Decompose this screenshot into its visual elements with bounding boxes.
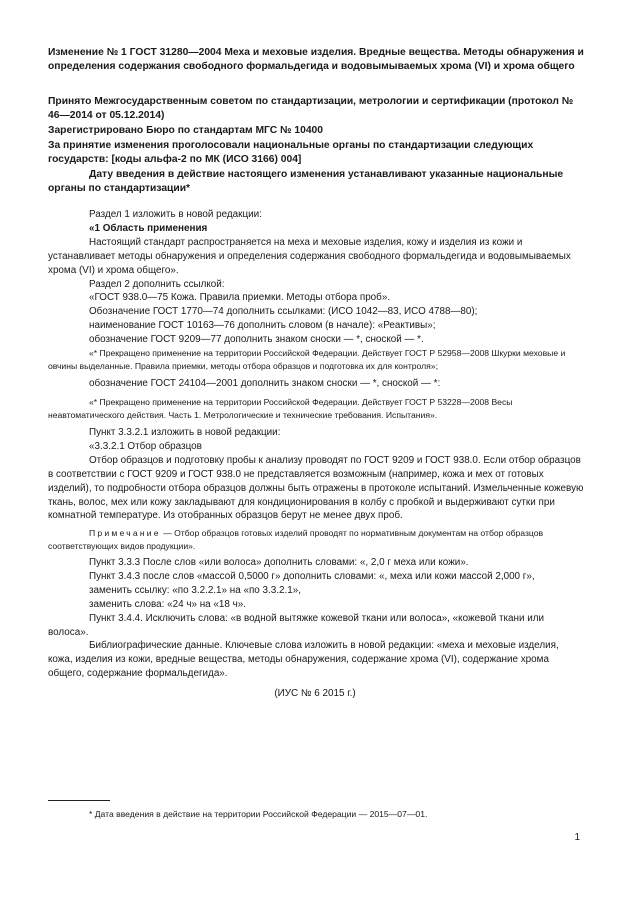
page-number: 1 (574, 832, 580, 843)
paragraph: заменить ссылку: «по 3.2.2.1» на «по 3.3.2.1», (89, 584, 301, 596)
paragraph: Пункт 3.4.4. Исключить слова: «в водной вытяжке кожевой ткани или волоса», «кожевой ткани или волоса». (48, 612, 545, 638)
paragraph: обозначение ГОСТ 24104—2001 дополнить знаком сноски — *, сноской — *: (89, 378, 441, 389)
paragraph: Обозначение ГОСТ 1770—74 дополнить ссылками: (ИСО 1042—83, ИСО 4788—80); (89, 306, 478, 318)
paragraph: «ГОСТ 938.0—75 Кожа. Правила приемки. Методы отбора проб». (89, 292, 391, 304)
paragraph: Настоящий стандарт распространяется на меха и меховые изделия, кожу и изделия из кожи и устанавливает методы обнаружения и определения содержания свободного формальдегида и водовымываемых хрома (VI) и хрома общего». (48, 236, 571, 276)
ius-reference: (ИУС № 6 2015 г.) (274, 688, 356, 699)
clause-3-3-2-1-block (48, 426, 586, 523)
paragraph: Пункт 3.4.3 после слов «массой 0,5000 г» дополнить словами: «, меха или кожи массой 2,000 г», (89, 570, 535, 582)
paragraph: наименование ГОСТ 10163—76 дополнить словом (в начале): «Реактивы»; (89, 320, 436, 332)
adoption-info: Принято Межгосударственным советом по стандартизации, метрологии и сертификации (протокол № 46—2014 от 05.12.2014) (48, 96, 574, 121)
paragraph: заменить слова: «24 ч» на «18 ч». (89, 598, 246, 610)
effective-date-info: Дату введения в действие настоящего изменения устанавливают указанные национальные органы по стандартизации* (48, 169, 564, 194)
clause-changes-block (48, 556, 586, 681)
footnote-gost-9209: «* Прекращено применение на территории Российской Федерации. Действует ГОСТ Р 52958—2008 Шкурки меховые и овчины выделанные. Правила приемки, методы отбора образцов и подготовка их для контроля»; (48, 348, 566, 371)
footnote-divider (48, 800, 110, 801)
registration-info: Зарегистрировано Бюро по стандартам МГС № 10400 (48, 125, 324, 136)
paragraph: Пункт 3.3.2.1 изложить в новой редакции: (89, 427, 281, 438)
paragraph: «3.3.2.1 Отбор образцов (89, 440, 202, 452)
paragraph: Раздел 2 дополнить ссылкой: (89, 278, 225, 290)
footnote-effective-date: * Дата введения в действие на территории Российской Федерации — 2015—07—01. (89, 809, 428, 819)
paragraph: Пункт 3.3.3 После слов «или волоса» дополнить словами: «, 2,0 г меха или кожи». (89, 557, 469, 568)
paragraph: Отбор образцов и подготовку пробы к анализу проводят по ГОСТ 9209 и ГОСТ 938.0. Если отбор образцов в соответствии с ГОСТ 9209 и ГОСТ 938.0 не представляется возможным (например, кожа и мех от готовых изделий), то подробности отбора образцов должны быть отражены в протоколе испытаний. Измельченные кожевую ткань, волос, мех или кожу закладывают для кондиционирования в колбу с пробкой и выдерживают сутки при комнатной температуре. Из отобранных образцов берут не менее двух проб. (48, 454, 584, 522)
section-heading: «1 Область применения (89, 222, 208, 234)
paragraph: обозначение ГОСТ 9209—77 дополнить знаком сноски — *, сноской — *. (89, 334, 424, 346)
section-1-block (48, 208, 586, 347)
footnote-gost-24104: «* Прекращено применение на территории Российской Федерации. Действует ГОСТ Р 53228—2008 Весы неавтоматического действия. Часть 1. Метрологические и технические требования. Испытания». (48, 397, 513, 420)
note (48, 527, 586, 553)
note-text: — Отбор образцов готовых изделий проводят по нормативным документам на отбор образцов соответствующих видов продукции». (48, 528, 544, 551)
paragraph: Раздел 1 изложить в новой редакции: (89, 209, 262, 220)
voting-info: За принятие изменения проголосовали национальные органы по стандартизации следующих государств: [коды альфа-2 по МК (ИСО 3166) 004] (48, 140, 534, 165)
paragraph: Библиографические данные. Ключевые слова изложить в новой редакции: «меха и меховые изделия, кожа, изделия из кожи, вредные вещества, методы обнаружения, содержание хрома (VI), содержание хрома общего, содержание формальдегида». (48, 640, 559, 680)
amendment-title: Изменение № 1 ГОСТ 31280—2004 Меха и меховые изделия. Вредные вещества. Методы обнаружения и определения содержания свободного формальдегида и водовымываемых хрома (VI) и хрома общего (48, 47, 584, 72)
note-label: Примечание (89, 528, 161, 538)
